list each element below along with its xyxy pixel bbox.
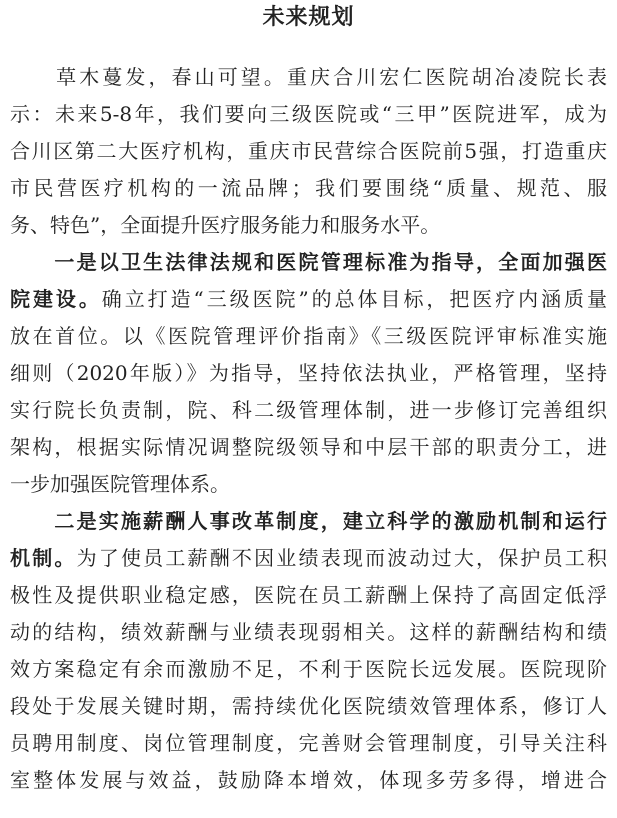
text-line: 室整体发展与效益，鼓励降本增效，体现多劳多得，增进合: [10, 768, 607, 792]
text-line: 效方案稳定有余而激励不足，不利于医院长远发展。医院现阶: [10, 657, 607, 681]
text-line: [10, 281, 607, 318]
page-title: 未来规划: [262, 5, 355, 30]
text-line: 合川区第二大医疗机构，重庆市民营综合医院前5强，打造重庆: [10, 139, 607, 163]
text-line: 一步加强医院管理体系。: [10, 472, 230, 496]
text-line: 极性及提供职业稳定感，医院在员工薪酬上保持了高固定低浮: [10, 583, 607, 607]
paragraph-point-one: [10, 244, 607, 503]
paragraph-point-two: [10, 503, 607, 799]
point-two-heading-end: 机制。: [10, 546, 77, 570]
text-line: 示：未来5-8年，我们要向三级医院或“三甲”医院进军，成为: [10, 102, 607, 126]
text-segment: 为了使员工薪酬不因业绩表现而波动过大，保护员工积: [76, 546, 608, 570]
text-line: 务、特色”，全面提升医疗服务能力和服务水平。: [10, 213, 441, 237]
text-line: [10, 540, 607, 577]
text-line: 草木蔓发，春山可望。重庆合川宏仁医院胡冶凌院长表: [10, 65, 607, 89]
text-line: 员聘用制度、岗位管理制度，完善财会管理制度，引导关注科: [10, 731, 607, 755]
point-one-heading: 一是以卫生法律法规和医院管理标准为指导，全面加强医: [10, 250, 607, 274]
paragraph-intro: [10, 59, 607, 244]
text-line: 段处于发展关键时期，需持续优化医院绩效管理体系，修订人: [10, 694, 607, 718]
text-segment: 确立打造“三级医院”的总体目标，把医疗内涵质量: [101, 287, 608, 311]
point-one-heading-end: 院建设。: [10, 287, 102, 311]
text-line: 动的结构，绩效薪酬与业绩表现弱相关。这样的薪酬结构和绩: [10, 620, 607, 644]
text-line: 市民营医疗机构的一流品牌；我们要围绕“质量、规范、服: [10, 176, 607, 200]
text-line: 放在首位。以《医院管理评价指南》《三级医院评审标准实施: [10, 324, 607, 348]
text-line: 细则（2020年版）》为指导，坚持依法执业，严格管理，坚持: [10, 361, 607, 385]
point-two-heading: 二是实施薪酬人事改革制度，建立科学的激励机制和运行: [10, 509, 607, 533]
text-line: 架构，根据实际情况调整院级领导和中层干部的职责分工，进: [10, 435, 607, 459]
text-line: 实行院长负责制，院、科二级管理体制，进一步修订完善组织: [10, 398, 607, 422]
